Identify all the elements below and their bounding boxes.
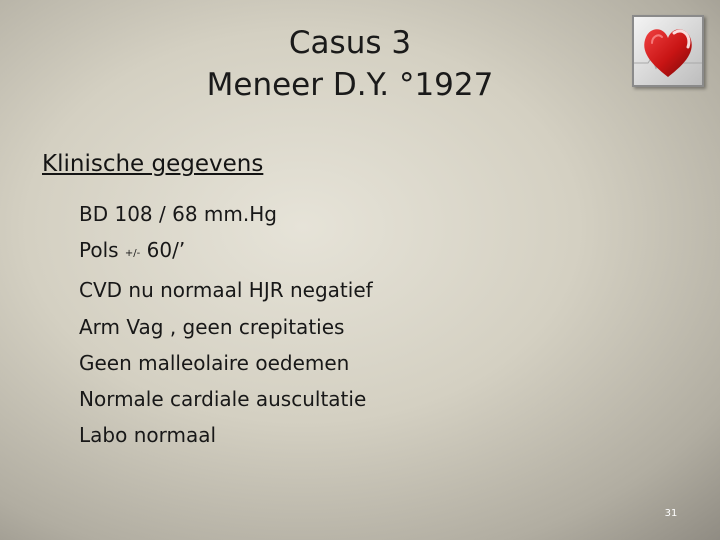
slide-title-line-2: Meneer D.Y. °1927 (206, 67, 494, 103)
section-heading: Klinische gegevens (42, 151, 264, 177)
list-item: Arm Vag , geen crepitaties (79, 314, 345, 339)
list-item: Geen malleolaire oedemen (79, 350, 350, 375)
list-item: BD 108 / 68 mm.Hg (79, 202, 277, 226)
heart-ecg-logo-icon (632, 15, 704, 87)
list-item: CVD nu normaal HJR negatief (79, 278, 373, 303)
pulse-approx-sign: +/- (124, 248, 141, 260)
list-item: Normale cardiale auscultatie (79, 387, 367, 412)
slide-title-line-1: Casus 3 (288, 25, 412, 61)
clinical-data-list (79, 196, 373, 453)
pulse-prefix: Pols (79, 238, 125, 263)
list-item: Labo normaal (79, 423, 217, 448)
pulse-value: 60/’ (140, 238, 186, 263)
page-number: 31 (664, 508, 678, 519)
slide-title (90, 22, 610, 106)
list-item (79, 232, 373, 272)
